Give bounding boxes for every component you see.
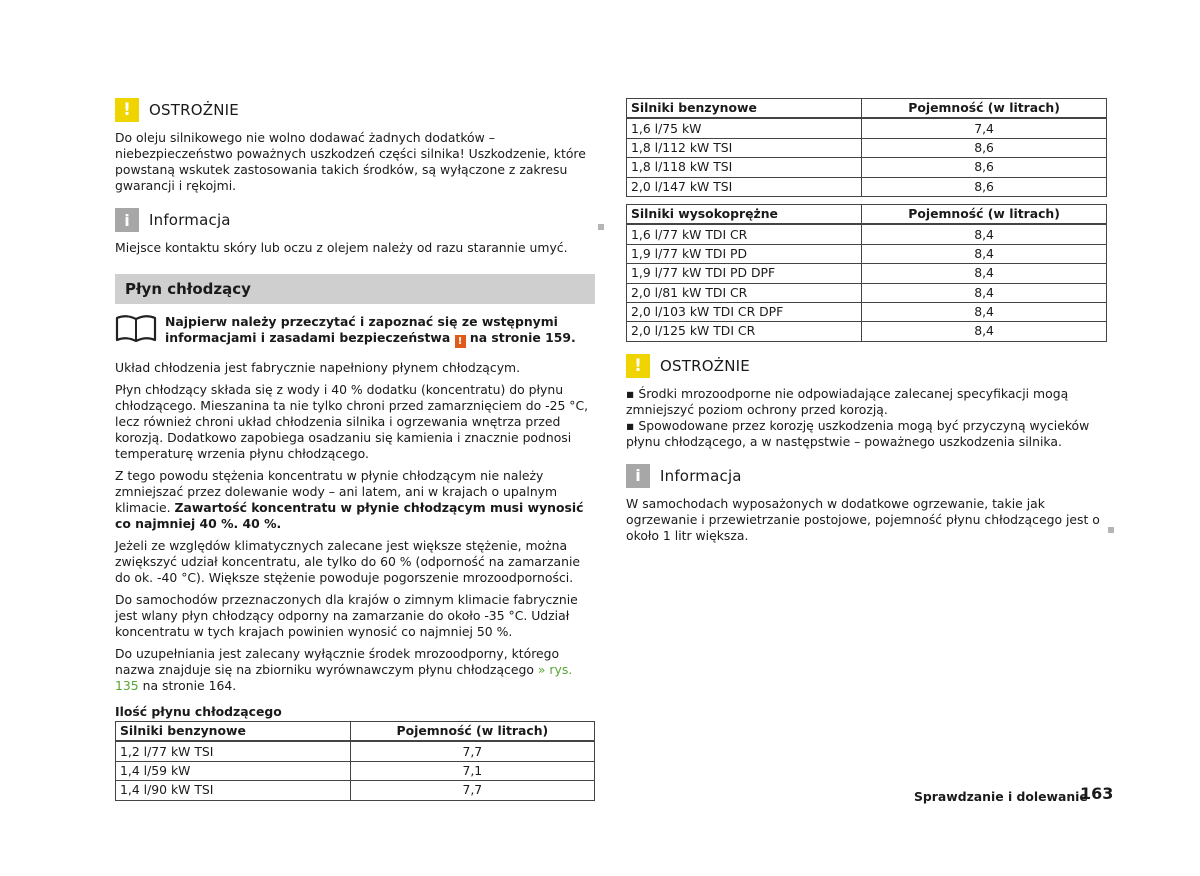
table-cell: 1,8 l/112 kW TSI bbox=[627, 138, 862, 157]
table-cell: 7,1 bbox=[350, 761, 594, 780]
caution-title: OSTROŻNIE bbox=[149, 101, 239, 119]
table-cell: 8,4 bbox=[862, 264, 1107, 283]
paragraph-3 bbox=[115, 468, 595, 532]
table-cell: 7,7 bbox=[350, 781, 594, 800]
read-first-text: Najpierw należy przeczytać i zapoznać się ze wstępnymi informacjami i zasadami bezpieczeństwa bbox=[165, 314, 558, 345]
table-cell: 8,4 bbox=[862, 302, 1107, 321]
table-row bbox=[627, 177, 1107, 196]
info-icon: i bbox=[626, 464, 650, 488]
table-cell: 1,9 l/77 kW TDI PD bbox=[627, 244, 862, 263]
info-heading bbox=[626, 464, 1107, 488]
table-header-capacity: Pojemność (w litrach) bbox=[862, 99, 1107, 119]
table-cell: 1,9 l/77 kW TDI PD DPF bbox=[627, 264, 862, 283]
table-cell: 8,4 bbox=[862, 244, 1107, 263]
table-cell: 8,6 bbox=[862, 177, 1107, 196]
caution-bullet-1: ▪ Środki mrozoodporne nie odpowiadające zalecanej specyfikacji mogą zmniejszyć poziom ochrony przed korozją. bbox=[626, 385, 1069, 417]
table-cell: 2,0 l/103 kW TDI CR DPF bbox=[627, 302, 862, 321]
section-end-marker bbox=[598, 224, 604, 230]
table-cell: 7,7 bbox=[350, 741, 594, 761]
paragraph-1: Układ chłodzenia jest fabrycznie napełniony płynem chłodzącym. bbox=[115, 360, 521, 375]
warning-inline-icon: ! bbox=[455, 335, 466, 348]
coolant-table-diesel bbox=[626, 204, 1107, 342]
table-cell: 8,6 bbox=[862, 138, 1107, 157]
info-icon: i bbox=[115, 208, 139, 232]
table-row bbox=[116, 761, 595, 780]
table-row bbox=[627, 264, 1107, 283]
left-column bbox=[115, 98, 595, 801]
paragraph-6-text: Do uzupełniania jest zalecany wyłącznie środek mrozoodporny, którego nazwa znajduje się na zbiorniku wyrównawczym płynu chłodzącego bbox=[115, 646, 560, 677]
table-row bbox=[627, 224, 1107, 244]
table-cell: 8,4 bbox=[862, 283, 1107, 302]
info-heading bbox=[115, 208, 595, 232]
table-cell: 8,4 bbox=[862, 322, 1107, 341]
paragraph-5: Do samochodów przeznaczonych dla krajów o zimnym klimacie fabrycznie jest wlany płyn chłodzący odporny na zamarzanie do około -35 °C. Udział koncentratu w tych krajach powinien wynosić co najmniej 50 %. bbox=[115, 592, 578, 639]
paragraph-6-page: na stronie 164. bbox=[142, 678, 237, 693]
table-row bbox=[627, 118, 1107, 138]
right-column bbox=[626, 98, 1107, 550]
table-cell: 8,4 bbox=[862, 224, 1107, 244]
section-end-marker bbox=[1108, 527, 1114, 533]
table-header-capacity: Pojemność (w litrach) bbox=[862, 204, 1107, 224]
table-row bbox=[116, 741, 595, 761]
table-header-engine: Silniki wysokoprężne bbox=[627, 204, 862, 224]
table-header-engine: Silniki benzynowe bbox=[627, 99, 862, 119]
caution-title: OSTROŻNIE bbox=[660, 356, 750, 375]
table-cell: 2,0 l/125 kW TDI CR bbox=[627, 322, 862, 341]
read-first-page: na stronie 159. bbox=[469, 330, 576, 345]
footer-section-title: Sprawdzanie i dolewanie bbox=[914, 789, 1088, 804]
table-header-capacity: Pojemność (w litrach) bbox=[350, 722, 594, 742]
warning-icon: ! bbox=[115, 98, 139, 122]
paragraph-3-text: Z tego powodu stężenia koncentratu w płynie chłodzącym nie należy zmniejszać przez dolewanie wody – ani latem, ani w krajach o upalnym klimacie. bbox=[115, 468, 558, 515]
info-text: Miejsce kontaktu skóry lub oczu z olejem należy od razu starannie umyć. bbox=[115, 240, 568, 255]
caution-heading bbox=[626, 354, 1107, 378]
book-icon bbox=[115, 314, 157, 344]
table-row bbox=[627, 302, 1107, 321]
table-row bbox=[627, 244, 1107, 263]
table-cell: 8,6 bbox=[862, 158, 1107, 177]
table-row bbox=[627, 283, 1107, 302]
coolant-table-petrol-b bbox=[626, 98, 1107, 197]
paragraph-2: Płyn chłodzący składa się z wody i 40 % dodatku (koncentratu) do płynu chłodzącego. Mieszanina ta nie tylko chroni przed zamarznięciem do -25 °C, lecz również chroni układ chłodzenia silnika i ogrzewania wnętrza przed korozją. Dodatkowo zapobiega osadzaniu się kamienia i znacznie podnosi temperaturę wrzenia płynu chłodzącego. bbox=[115, 382, 589, 461]
info-title: Informacja bbox=[660, 466, 742, 485]
table-cell: 1,8 l/118 kW TSI bbox=[627, 158, 862, 177]
page-number: 163 bbox=[1080, 784, 1114, 803]
paragraph-6 bbox=[115, 646, 595, 694]
info-title: Informacja bbox=[149, 211, 231, 229]
table-row bbox=[627, 158, 1107, 177]
caution-text: Do oleju silnikowego nie wolno dodawać żadnych dodatków – niebezpieczeństwo poważnych uszkodzeń części silnika! Uszkodzenie, które powstaną wskutek zastosowania takich środków, są wyłączone z zakresu gwarancji i rękojmi. bbox=[115, 130, 586, 193]
table-cell: 2,0 l/147 kW TSI bbox=[627, 177, 862, 196]
warning-icon: ! bbox=[626, 354, 650, 378]
caution-heading bbox=[115, 98, 595, 122]
coolant-table-petrol-a bbox=[115, 721, 595, 801]
table-row bbox=[116, 781, 595, 800]
table-row bbox=[627, 322, 1107, 341]
read-first-notice bbox=[115, 314, 595, 348]
paragraph-3-bold: Zawartość koncentratu w płynie chłodzącym musi wynosić co najmniej 40 %. 40 %. bbox=[115, 500, 584, 531]
table-cell: 1,6 l/75 kW bbox=[627, 118, 862, 138]
caution-bullet-2: ▪ Spowodowane przez korozję uszkodzenia mogą być przyczyną wycieków płynu chłodzącego, a w następstwie – poważnego uszkodzenia silnika. bbox=[626, 417, 1090, 449]
table-header-engine: Silniki benzynowe bbox=[116, 722, 351, 742]
table-cell: 1,6 l/77 kW TDI CR bbox=[627, 224, 862, 244]
figure-link[interactable]: » rys. 135 bbox=[115, 662, 573, 693]
table-cell: 1,4 l/90 kW TSI bbox=[116, 781, 351, 800]
table-cell: 7,4 bbox=[862, 118, 1107, 138]
table-cell: 1,2 l/77 kW TSI bbox=[116, 741, 351, 761]
info-text: W samochodach wyposażonych w dodatkowe ogrzewanie, takie jak ogrzewanie i przewietrzanie postojowe, pojemność płynu chłodzącego jest o około 1 litr większa. bbox=[626, 495, 1100, 543]
table-row bbox=[627, 138, 1107, 157]
table-caption: Ilość płynu chłodzącego bbox=[115, 704, 282, 719]
table-cell: 1,4 l/59 kW bbox=[116, 761, 351, 780]
section-title: Płyn chłodzący bbox=[115, 274, 595, 304]
table-cell: 2,0 l/81 kW TDI CR bbox=[627, 283, 862, 302]
paragraph-4: Jeżeli ze względów klimatycznych zalecane jest większe stężenie, można zwiększyć udział koncentratu, ale tylko do 60 % (odporność na zamarzanie do ok. -40 °C). Większe stężenie powoduje pogorszenie mrozoodporności. bbox=[115, 538, 581, 585]
